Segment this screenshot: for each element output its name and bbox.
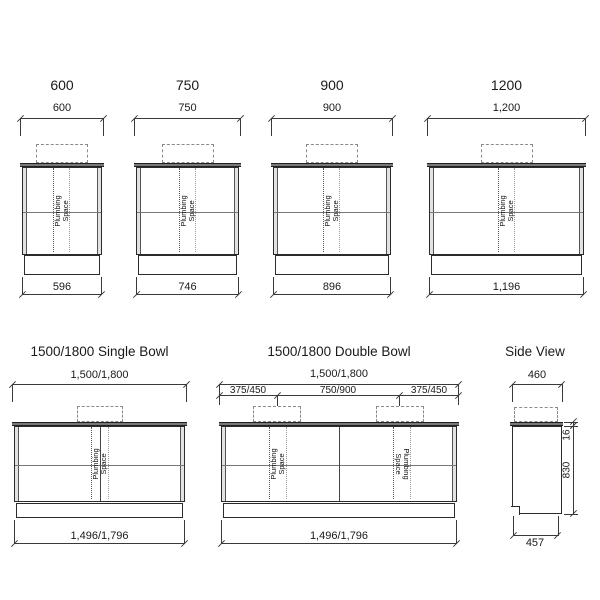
- kickboard: [223, 503, 455, 518]
- side-panel-left: [274, 168, 278, 254]
- side-panel-left: [430, 168, 434, 254]
- cabinet-body: [14, 426, 185, 502]
- witness-line: [277, 396, 278, 406]
- side-panel-left: [222, 427, 226, 501]
- cabinet-1200-heading: 1200: [490, 77, 523, 93]
- bottom-dimension-label: 457: [525, 537, 545, 549]
- kickboard-recess: [511, 506, 520, 515]
- cabinet-600-heading: 600: [50, 77, 74, 93]
- cabinet-900: [271, 75, 393, 300]
- top-dimension-line: [12, 384, 187, 385]
- plumbing-line: [286, 427, 287, 499]
- plumbing-space-label: Plumbing Space: [497, 195, 515, 227]
- bottom-dimension-label: 596: [52, 281, 72, 293]
- cabinet-900-heading: 900: [320, 77, 344, 93]
- bottom-dimension-line: [513, 535, 558, 536]
- bottom-dimension-line: [221, 543, 457, 544]
- cabinet-750: [134, 75, 241, 300]
- bottom-dimension-label: 1,496/1,796: [70, 530, 129, 542]
- side-panel-right: [234, 168, 238, 254]
- top-dimension-label: 900: [322, 102, 342, 114]
- witness-line: [562, 384, 563, 402]
- cabinet-body: [136, 167, 239, 255]
- bottom-dimension-line: [14, 543, 185, 544]
- plumbing-space-label-right: Plumbing Space: [394, 448, 411, 480]
- witness-line: [20, 118, 21, 136]
- side-view-title: Side View: [505, 344, 565, 359]
- bottom-dimension-label: 1,496/1,796: [309, 530, 369, 542]
- top-dimension-label: 460: [527, 369, 547, 381]
- side-panel-left: [15, 427, 19, 501]
- witness-line: [392, 118, 393, 136]
- benchtop-thickness-label: 16: [561, 429, 573, 441]
- bottom-dimension-line: [136, 294, 239, 295]
- witness-line: [186, 384, 187, 402]
- bottom-dimension-line: [429, 294, 584, 295]
- bottom-dimension-line: [273, 294, 391, 295]
- plumbing-space-label: Plumbing Space: [323, 195, 340, 227]
- witness-line: [134, 118, 135, 136]
- top-dimension-label: 1,200: [492, 102, 521, 114]
- kickboard: [138, 255, 237, 275]
- cabinet-1200: [427, 75, 586, 300]
- sub-dimension-label-center: 750/900: [319, 385, 357, 396]
- kickboard: [275, 255, 389, 275]
- sub-dimension-label-right: 375/450: [410, 385, 448, 396]
- cabinet-body: [512, 426, 562, 514]
- witness-line: [399, 396, 400, 406]
- cabinet-side-view: [505, 344, 587, 559]
- sink-bowl-outline: [77, 406, 123, 422]
- cabinet-body: [221, 426, 457, 502]
- top-dimension-line: [512, 384, 562, 385]
- kickboard: [16, 503, 183, 518]
- kickboard: [431, 255, 582, 275]
- cabinet-750-heading: 750: [175, 77, 200, 93]
- sink-bowl-outline: [514, 407, 558, 422]
- side-panel-left: [23, 168, 27, 254]
- sink-bowl-outline: [306, 144, 358, 163]
- witness-line: [458, 384, 459, 405]
- sub-dimension-label-left: 375/450: [229, 385, 267, 396]
- door-division-line: [339, 427, 340, 501]
- witness-line: [427, 118, 428, 136]
- top-dimension-line: [271, 118, 393, 119]
- side-panel-left: [137, 168, 141, 254]
- bottom-dimension-line: [22, 294, 102, 295]
- witness-line: [12, 384, 13, 402]
- side-panel-right: [180, 427, 184, 501]
- witness-line: [585, 118, 586, 136]
- cabinet-body: [429, 167, 584, 255]
- sink-bowl-outline-left: [253, 406, 301, 422]
- height-label: 830: [561, 461, 573, 479]
- side-panel-right: [579, 168, 583, 254]
- witness-line: [512, 384, 513, 402]
- witness-line: [240, 118, 241, 136]
- plumbing-space-label: Plumbing Space: [178, 195, 196, 227]
- sink-bowl-outline: [162, 144, 214, 163]
- cabinet-body: [22, 167, 102, 255]
- bottom-dimension-label: 1,196: [492, 281, 521, 293]
- sink-bowl-outline-right: [376, 406, 424, 422]
- witness-line: [103, 118, 104, 136]
- cabinet-single-bowl: [12, 344, 187, 559]
- side-panel-right: [386, 168, 390, 254]
- side-panel-right: [97, 168, 101, 254]
- top-dimension-label: 1,500/1,800: [309, 368, 369, 380]
- top-dimension-label: 600: [52, 102, 72, 114]
- top-dimension-line: [20, 118, 104, 119]
- sink-bowl-outline: [481, 144, 533, 163]
- witness-line: [219, 384, 220, 405]
- cabinet-body: [273, 167, 391, 255]
- cabinet-double-bowl: [219, 344, 459, 559]
- sub-dimension-line: [219, 395, 459, 396]
- sink-bowl-outline: [36, 144, 88, 163]
- kickboard: [24, 255, 100, 275]
- top-dimension-line: [134, 118, 241, 119]
- side-panel-right: [452, 427, 456, 501]
- single-bowl-title: 1500/1800 Single Bowl: [30, 344, 169, 359]
- top-dimension-label: 750: [178, 102, 197, 114]
- plumbing-space-label: Plumbing Space: [53, 195, 70, 227]
- cabinet-600: [20, 75, 104, 300]
- plumbing-space-label-left: Plumbing Space: [269, 448, 286, 480]
- bottom-dimension-label: 896: [322, 281, 342, 293]
- top-dimension-line: [427, 118, 586, 119]
- top-dimension-label: 1,500/1,800: [70, 369, 129, 381]
- plumbing-space-label: Plumbing Space: [90, 448, 108, 480]
- double-bowl-title: 1500/1800 Double Bowl: [267, 344, 411, 359]
- height-dimension-line: [573, 426, 574, 514]
- bottom-dimension-label: 746: [178, 281, 197, 293]
- witness-line: [271, 118, 272, 136]
